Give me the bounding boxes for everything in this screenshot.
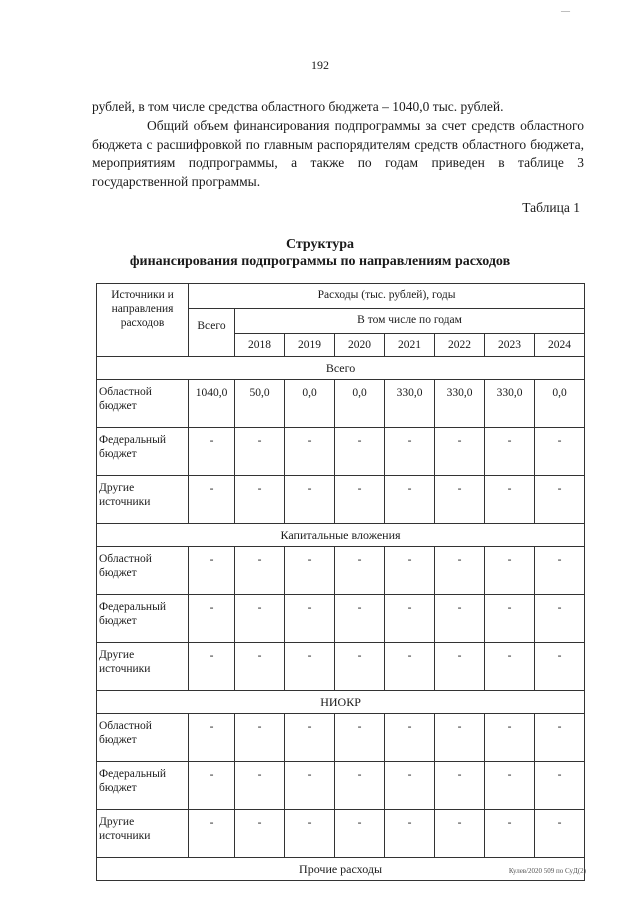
- value-cell: -: [235, 428, 285, 476]
- value-cell: -: [535, 810, 585, 858]
- value-cell: -: [235, 810, 285, 858]
- value-cell: -: [335, 643, 385, 691]
- value-cell: -: [189, 595, 235, 643]
- value-cell: -: [285, 810, 335, 858]
- value-cell: -: [189, 714, 235, 762]
- table-row: [97, 810, 585, 858]
- value-cell: -: [189, 476, 235, 524]
- value-cell: -: [435, 643, 485, 691]
- value-cell: -: [335, 476, 385, 524]
- value-cell: -: [385, 810, 435, 858]
- value-cell: -: [335, 595, 385, 643]
- value-cell: -: [335, 547, 385, 595]
- value-cell: -: [235, 476, 285, 524]
- value-cell: -: [485, 428, 535, 476]
- table-row: [97, 595, 585, 643]
- value-cell: -: [485, 476, 535, 524]
- header-year: 2018: [235, 334, 285, 357]
- corner-mark: —: [561, 6, 570, 16]
- value-cell: -: [285, 643, 335, 691]
- value-cell: -: [189, 762, 235, 810]
- value-cell: -: [385, 595, 435, 643]
- table-row: [97, 762, 585, 810]
- value-cell: -: [335, 762, 385, 810]
- title-line-1: Структура: [285, 237, 355, 252]
- value-cell: -: [385, 476, 435, 524]
- value-cell: -: [285, 714, 335, 762]
- value-cell: -: [335, 810, 385, 858]
- row-label: Другие источники: [97, 810, 189, 858]
- row-label: Областной бюджет: [97, 380, 189, 428]
- header-year: 2019: [285, 334, 335, 357]
- section-row: [97, 357, 585, 380]
- table-title: [0, 236, 640, 270]
- value-cell: -: [435, 714, 485, 762]
- value-cell: -: [285, 428, 335, 476]
- value-cell: 0,0: [335, 380, 385, 428]
- value-cell: 0,0: [535, 380, 585, 428]
- row-label: Областной бюджет: [97, 547, 189, 595]
- table-row: [97, 714, 585, 762]
- section-title: Всего: [97, 357, 585, 380]
- value-cell: -: [285, 476, 335, 524]
- value-cell: -: [485, 762, 535, 810]
- value-cell: -: [285, 595, 335, 643]
- row-label: Федеральный бюджет: [97, 428, 189, 476]
- financing-table: [96, 283, 585, 881]
- table-row: [97, 547, 585, 595]
- header-expenses: Расходы (тыс. рублей), годы: [189, 284, 585, 309]
- value-cell: -: [385, 643, 435, 691]
- value-cell: -: [485, 714, 535, 762]
- value-cell: -: [235, 714, 285, 762]
- value-cell: -: [535, 595, 585, 643]
- value-cell: -: [235, 595, 285, 643]
- value-cell: 330,0: [485, 380, 535, 428]
- value-cell: -: [385, 428, 435, 476]
- value-cell: -: [435, 595, 485, 643]
- value-cell: -: [485, 810, 535, 858]
- value-cell: -: [285, 762, 335, 810]
- value-cell: -: [435, 810, 485, 858]
- page-number: 192: [311, 58, 329, 72]
- value-cell: -: [385, 714, 435, 762]
- value-cell: -: [285, 547, 335, 595]
- value-cell: -: [235, 762, 285, 810]
- value-cell: -: [435, 476, 485, 524]
- table-row: [97, 380, 585, 428]
- header-year: 2023: [485, 334, 535, 357]
- value-cell: -: [535, 762, 585, 810]
- value-cell: -: [189, 810, 235, 858]
- value-cell: -: [485, 643, 535, 691]
- table-row: [97, 643, 585, 691]
- value-cell: -: [485, 595, 535, 643]
- value-cell: -: [235, 643, 285, 691]
- header-year: 2022: [435, 334, 485, 357]
- table-body: [97, 357, 585, 881]
- header-year: 2021: [385, 334, 435, 357]
- value-cell: -: [189, 547, 235, 595]
- header-by-year: В том числе по годам: [235, 309, 585, 334]
- row-label: Федеральный бюджет: [97, 595, 189, 643]
- header-source: Источники и направления расходов: [97, 284, 189, 357]
- value-cell: 330,0: [385, 380, 435, 428]
- value-cell: -: [385, 547, 435, 595]
- value-cell: -: [535, 547, 585, 595]
- value-cell: -: [535, 714, 585, 762]
- value-cell: -: [235, 547, 285, 595]
- section-row: [97, 691, 585, 714]
- value-cell: -: [435, 428, 485, 476]
- header-total: Всего: [189, 309, 235, 357]
- row-label: Федеральный бюджет: [97, 762, 189, 810]
- value-cell: -: [189, 428, 235, 476]
- value-cell: -: [335, 428, 385, 476]
- row-label: Другие источники: [97, 643, 189, 691]
- value-cell: 1040,0: [189, 380, 235, 428]
- paragraph-1: рублей, в том числе средства областного бюджета – 1040,0 тыс. рублей.: [92, 99, 504, 114]
- row-label: Другие источники: [97, 476, 189, 524]
- section-row: [97, 524, 585, 547]
- header-year: 2024: [535, 334, 585, 357]
- value-cell: -: [535, 428, 585, 476]
- value-cell: 330,0: [435, 380, 485, 428]
- value-cell: -: [335, 714, 385, 762]
- row-label: Областной бюджет: [97, 714, 189, 762]
- value-cell: -: [435, 547, 485, 595]
- footer-code: Кулев/2020 509 по СуД(2): [508, 867, 586, 875]
- section-title: НИОКР: [97, 691, 585, 714]
- section-title: Прочие расходы: [97, 858, 585, 881]
- value-cell: 0,0: [285, 380, 335, 428]
- value-cell: -: [385, 762, 435, 810]
- value-cell: -: [485, 547, 535, 595]
- value-cell: -: [189, 643, 235, 691]
- header-year: 2020: [335, 334, 385, 357]
- table-label: Таблица 1: [522, 200, 580, 215]
- value-cell: -: [535, 643, 585, 691]
- value-cell: 50,0: [235, 380, 285, 428]
- value-cell: -: [535, 476, 585, 524]
- section-title: Капитальные вложения: [97, 524, 585, 547]
- paragraph-2: Общий объем финансирования подпрограммы за счет средств областного бюджета с расшифровкой по главным распорядителям средств областного бюджета, мероприятиям подпрограммы, а также по годам приведен в таблице 3 государственной программы.: [92, 118, 584, 189]
- title-line-2: финансирования подпрограммы по направлениям расходов: [129, 254, 511, 269]
- table-row: [97, 428, 585, 476]
- table-row: [97, 476, 585, 524]
- value-cell: -: [435, 762, 485, 810]
